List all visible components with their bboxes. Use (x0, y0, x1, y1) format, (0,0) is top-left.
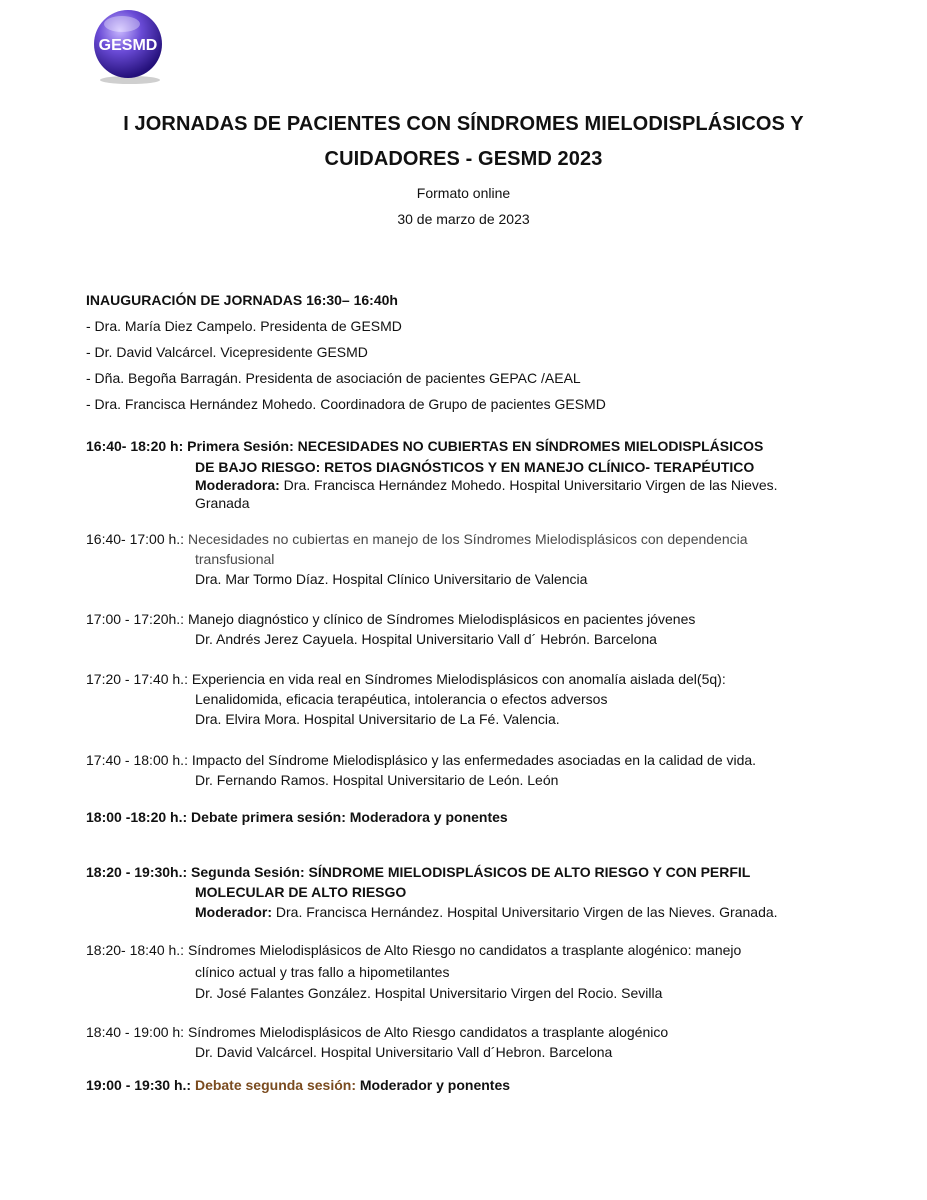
session1-moderator (195, 477, 778, 493)
session1-title: Primera Sesión: NECESIDADES NO CUBIERTAS EN SÍNDROMES MIELODISPLÁSICOS (183, 438, 764, 454)
session2-title: Segunda Sesión: SÍNDROME MIELODISPLÁSICOS DE ALTO RIESGO Y CON PERFIL (187, 864, 751, 880)
debate-time: 19:00 - 19:30 h.: (86, 1077, 192, 1093)
talk-time: 18:20- 18:40 h.: (86, 942, 185, 958)
talk-title (86, 942, 741, 958)
moderator-text: Dra. Francisca Hernández. Hospital Universitario Virgen de las Nieves. Granada. (272, 904, 778, 920)
talk-title-cont: clínico actual y tras fallo a hipometilantes (195, 964, 450, 980)
talk-title (86, 752, 756, 768)
talk-title (86, 531, 748, 547)
inauguracion-item: - Dr. David Valcárcel. Vicepresidente GESMD (86, 344, 368, 360)
talk-time: 17:20 - 17:40 h.: (86, 671, 188, 687)
talk-title (86, 611, 695, 627)
event-format: Formato online (416, 185, 511, 201)
talk-title (86, 1024, 668, 1040)
talk-title-text: Manejo diagnóstico y clínico de Síndromes Mielodisplásicos en pacientes jóvenes (184, 611, 696, 627)
document-title-line1: I JORNADAS DE PACIENTES CON SÍNDROMES MIELODISPLÁSICOS Y (123, 113, 804, 135)
session2-title-cont: MOLECULAR DE ALTO RIESGO (195, 884, 407, 900)
inauguracion-item: - Dña. Begoña Barragán. Presidenta de asociación de pacientes GEPAC /AEAL (86, 370, 581, 386)
talk-time: 16:40- 17:00 h.: (86, 531, 185, 547)
talk-title-text: Experiencia en vida real en Síndromes Mielodisplásicos con anomalía aislada del(5q): (187, 671, 726, 687)
talk-time: 18:40 - 19:00 h: (86, 1024, 185, 1040)
talk-title-text: Impacto del Síndrome Mielodisplásico y las enfermedades asociadas en la calidad de vida. (187, 752, 757, 768)
talk-time: 17:40 - 18:00 h.: (86, 752, 188, 768)
talk-title (86, 671, 726, 687)
moderator-label: Moderador: (195, 904, 272, 920)
talk-speaker: Dr. Andrés Jerez Cayuela. Hospital Universitario Vall d´ Hebrón. Barcelona (195, 631, 657, 647)
session1-title-cont: DE BAJO RIESGO: RETOS DIAGNÓSTICOS Y EN MANEJO CLÍNICO- TERAPÉUTICO (195, 459, 755, 475)
talk-speaker: Dra. Elvira Mora. Hospital Universitario de La Fé. Valencia. (195, 711, 560, 727)
moderator-text: Dra. Francisca Hernández Mohedo. Hospital Universitario Virgen de las Nieves. (279, 477, 778, 493)
session2-time: 18:20 - 19:30h.: (86, 864, 188, 880)
session1-header (86, 438, 763, 454)
inauguracion-item: - Dra. María Diez Campelo. Presidenta de GESMD (86, 318, 402, 334)
talk-title-cont: transfusional (195, 551, 275, 567)
talk-speaker: Dr. José Falantes González. Hospital Universitario Virgen del Rocio. Sevilla (195, 985, 663, 1001)
inauguracion-heading: INAUGURACIÓN DE JORNADAS 16:30– 16:40h (86, 292, 398, 308)
talk-speaker: Dra. Mar Tormo Díaz. Hospital Clínico Universitario de Valencia (195, 571, 588, 587)
moderator-label: Moderadora: (195, 477, 280, 493)
talk-title-cont: Lenalidomida, eficacia terapéutica, intolerancia o efectos adversos (195, 691, 608, 707)
talk-title-text: Necesidades no cubiertas en manejo de los Síndromes Mielodisplásicos con dependencia (184, 531, 748, 547)
session2-moderator (195, 904, 778, 920)
session1-time: 16:40- 18:20 h: (86, 438, 184, 454)
talk-time: 17:00 - 17:20h.: (86, 611, 185, 627)
session1-moderator-cont: Granada (195, 495, 250, 511)
session2-header (86, 864, 750, 880)
session2-debate (86, 1077, 510, 1093)
talk-speaker: Dr. Fernando Ramos. Hospital Universitario de León. León (195, 772, 559, 788)
talk-title-text: Síndromes Mielodisplásicos de Alto Riesgo no candidatos a trasplante alogénico: manejo (184, 942, 742, 958)
debate-label: Debate segunda sesión: (191, 1077, 356, 1093)
gesmd-logo (88, 6, 168, 86)
document-title-line2: CUIDADORES - GESMD 2023 (324, 148, 603, 170)
event-date: 30 de marzo de 2023 (397, 211, 530, 227)
inauguracion-item: - Dra. Francisca Hernández Mohedo. Coordinadora de Grupo de pacientes GESMD (86, 396, 606, 412)
talk-speaker: Dr. David Valcárcel. Hospital Universitario Vall d´Hebron. Barcelona (195, 1044, 613, 1060)
talk-title-text: Síndromes Mielodisplásicos de Alto Riesgo candidatos a trasplante alogénico (184, 1024, 669, 1040)
session1-debate: 18:00 -18:20 h.: Debate primera sesión: Moderadora y ponentes (86, 809, 508, 825)
debate-text: Moderador y ponentes (356, 1077, 511, 1093)
svg-text:GESMD: GESMD (98, 37, 158, 54)
